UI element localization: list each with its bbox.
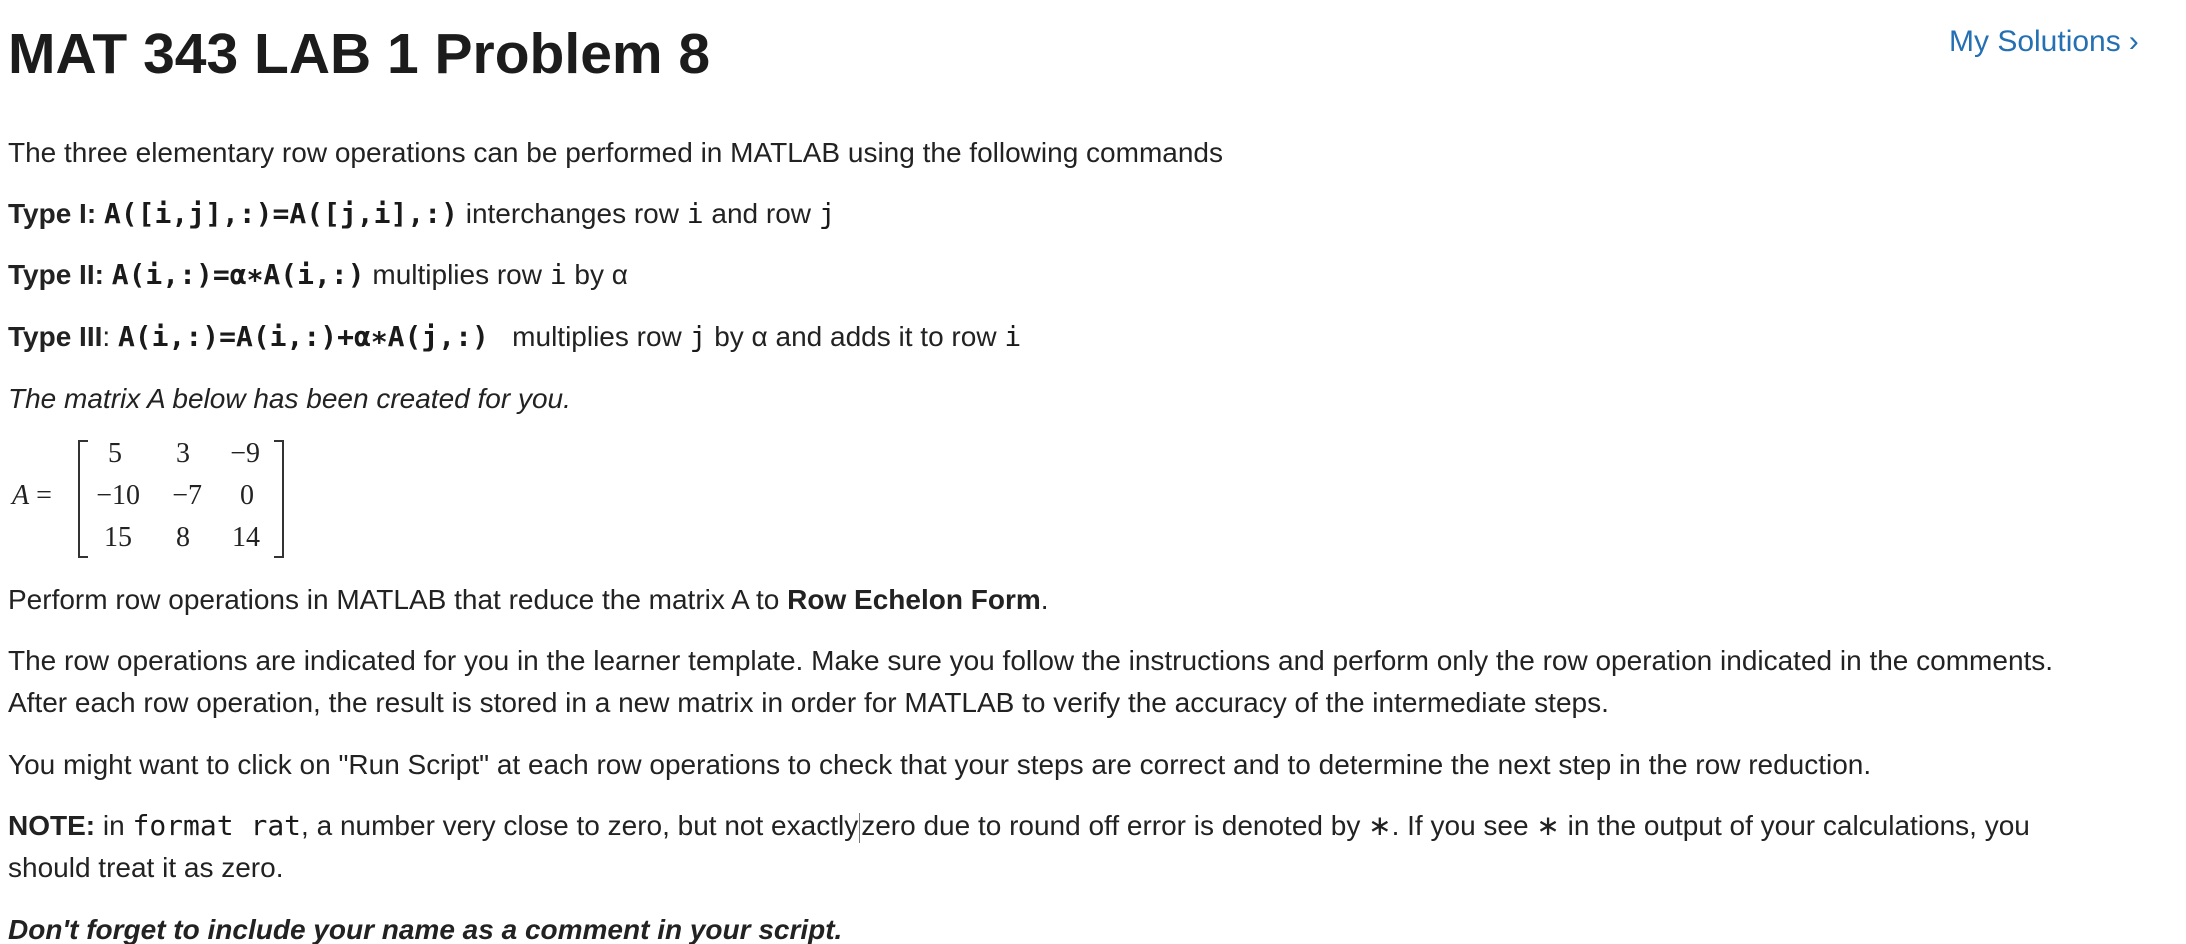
type2-label: Type II:	[8, 259, 104, 290]
matrix-cell: 5	[108, 438, 122, 469]
note-star: ∗	[1368, 810, 1392, 841]
matrix-cell: 14	[232, 522, 260, 553]
note-text-d: . If you see	[1391, 810, 1529, 841]
type2-line	[8, 254, 628, 296]
matrix-right-bracket	[274, 440, 284, 558]
note-text-a: in	[102, 810, 125, 841]
note-code: format rat	[132, 809, 302, 842]
matrix-cell: 0	[240, 480, 254, 511]
type1-line	[8, 193, 836, 235]
matrix-cell: 3	[176, 438, 190, 469]
instructions-text: The row operations are indicated for you in the learner template. Make sure you follow the instructions and perform only the row operation indicated in the comments. After each row operation, the result is stored in a new matrix in order for MATLAB to verify the accuracy of the intermediate steps.	[8, 645, 2054, 718]
type1-var-i: i	[686, 197, 704, 230]
perform-text-bold: Row Echelon Form	[787, 584, 1041, 615]
matrix-label	[12, 480, 52, 512]
run-script-text: You might want to click on "Run Script" at each row operations to check that your steps are correct and to determine the next step in the row reduction.	[8, 749, 1872, 780]
matrix-cell: 8	[176, 522, 190, 553]
type2-var-i: i	[549, 258, 567, 291]
note-text-c: zero due to round off error is denoted by	[861, 810, 1361, 841]
type2-text-a: multiplies row	[372, 259, 542, 290]
note-label: NOTE:	[8, 810, 96, 841]
chevron-right-icon: ›	[2128, 25, 2139, 58]
matrix-created-note: The matrix A below has been created for you.	[8, 383, 571, 414]
note-text-b: , a number very close to zero, but not exactly	[301, 810, 859, 841]
perform-text-end: .	[1040, 584, 1049, 615]
matrix-cell: 15	[104, 522, 132, 553]
type2-text-b: by α	[574, 259, 628, 290]
type3-label: Type III	[8, 321, 103, 352]
type3-text-a: multiplies row	[512, 321, 682, 352]
page-title: MAT 343 LAB 1 Problem 8	[8, 22, 711, 86]
type1-var-j: j	[818, 197, 836, 230]
my-solutions-link[interactable]	[1949, 22, 2139, 62]
note-text	[8, 805, 2088, 889]
intro-text: The three elementary row operations can be performed in MATLAB using the following commands	[8, 137, 1223, 168]
type3-colon: :	[102, 321, 111, 352]
matrix-name: A	[12, 480, 30, 511]
type1-code: A([i,j],:)=A([j,i],:)	[103, 197, 458, 230]
perform-text	[8, 579, 1049, 621]
type1-label: Type I:	[8, 198, 97, 229]
matrix-equals: =	[36, 480, 52, 511]
type3-var-j: j	[689, 320, 707, 353]
my-solutions-label[interactable]: My Solutions	[1949, 25, 2121, 58]
matrix-cell: −7	[172, 480, 202, 511]
type3-line	[8, 316, 1021, 358]
type3-text-b: by α and adds it to row	[714, 321, 997, 352]
type3-var-i: i	[1004, 320, 1022, 353]
type3-code: A(i,:)=A(i,:)+α∗A(j,:)	[117, 320, 489, 353]
matrix-cell: −9	[230, 438, 260, 469]
type1-text-b: and row	[711, 198, 812, 229]
type1-text-a: interchanges row	[465, 198, 679, 229]
note-star: ∗	[1536, 810, 1560, 841]
type2-code: A(i,:)=α∗A(i,:)	[111, 258, 365, 291]
matrix-cell: −10	[96, 480, 140, 511]
reminder-text: Don't forget to include your name as a comment in your script.	[8, 914, 843, 944]
note-text-e: in the output of your calculations, you should treat it as zero.	[8, 810, 2030, 883]
perform-text-main: Perform row operations in MATLAB that reduce the matrix A to	[8, 584, 780, 615]
